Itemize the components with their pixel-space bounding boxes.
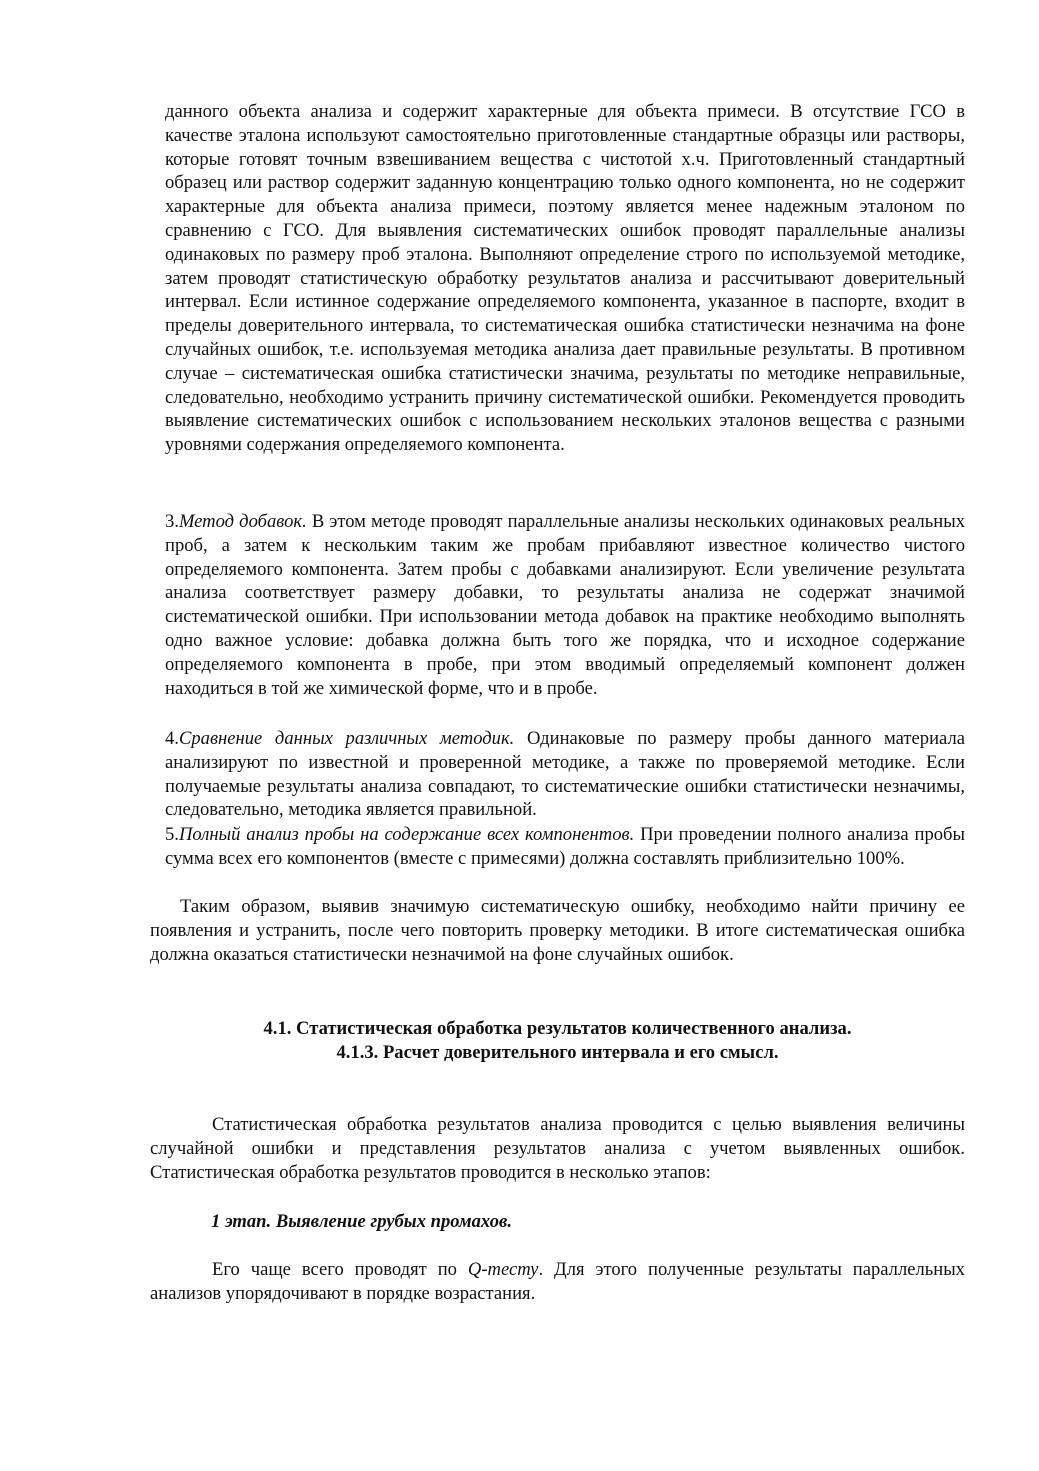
item-title: Полный анализ пробы на содержание всех компонентов. (178, 824, 635, 845)
item-number: 3. (165, 511, 179, 532)
item-title: Метод добавок. (178, 511, 307, 532)
paragraph-full-analysis (165, 823, 965, 871)
item-text: При проведении полного анализа пробы сумма всех его компонентов (вместе с примесями) должна составлять приблизительно 100%. (165, 824, 966, 869)
stage-heading: 1 этап. Выявление грубых промахов. (211, 1211, 513, 1232)
item-number: 4. (165, 728, 179, 749)
item-title: Сравнение данных различных методик. (178, 728, 515, 749)
paragraph-method-additions (165, 510, 965, 700)
section-heading: 4.1. Статистическая обработка результатов количественного анализа. (263, 1018, 852, 1039)
subsection-heading: 4.1.3. Расчет доверительного интервала и его смысл. (336, 1042, 779, 1063)
paragraph-method-comparison (165, 727, 965, 822)
item-text: Одинаковые по размеру пробы данного материала анализируют по известной и проверенной методике, а также по проверяемой методике. Если получаемые результаты анализа совпадают, то систематические ошибки статистически незначимы, следовательно, методика является правильной. (165, 728, 965, 821)
paragraph-conclusion: Таким образом, выявив значимую систематическую ошибку, необходимо найти причину ее появления и устранить, после чего повторить проверку методики. В итоге систематическая ошибка должна оказаться статистически незначимой на фоне случайных ошибок. (150, 896, 965, 965)
paragraph-statistical-intro: Статистическая обработка результатов анализа проводится с целью выявления величины случайной ошибки и представления результатов анализа с учетом выявленных ошибок. Статистическая обработка результатов проводится в несколько этапов: (150, 1114, 965, 1183)
q-test-text-end: . Для этого полученные результаты параллельных анализов упорядочивают в порядке возрастания. (150, 1259, 965, 1304)
q-test-text-start: Его чаще всего проводят по (212, 1259, 468, 1280)
item-number: 5. (165, 824, 179, 845)
item-text: В этом методе проводят параллельные анализы нескольких одинаковых реальных проб, а затем к нескольким таким же пробам прибавляют известное количество чистого определяемого компонента. Затем пробы с добавками анализируют. Если увеличение результата анализа соответствует размеру добавки, то результаты анализа не содержат значимой систематической ошибки. При использовании метода добавок на практике необходимо выполнять одно важное условие: добавка должна быть того же порядка, что и исходное содержание определяемого компонента в пробе, при этом вводимый определяемый компонент должен находиться в той же химической форме, что и в пробе. (165, 511, 965, 699)
paragraph-reference-standards: данного объекта анализа и содержит характерные для объекта примеси. В отсутствие ГСО в качестве эталона используют самостоятельно приготовленные стандартные образцы или растворы, которые готовят точным взвешиванием вещества с чистотой х.ч. Приготовленный стандартный образец или раствор содержит заданную концентрацию только одного компонента, но не содержит характерные для объекта анализа примеси, поэтому является менее надежным эталоном по сравнению с ГСО. Для выявления систематических ошибок проводят параллельные анализы одинаковых по размеру проб эталона. Выполняют определение строго по используемой методике, затем проводят статистическую обработку результатов анализа и рассчитывают доверительный интервал. Если истинное содержание определяемого компонента, указанное в паспорте, входит в пределы доверительного интервала, то систематическая ошибка статистически незначима на фоне случайных ошибок, т.е. используемая методика анализа дает правильные результаты. В противном случае – систематическая ошибка статистически значима, результаты по методике неправильные, следовательно, необходимо устранить причину систематической ошибки. Рекомендуется проводить выявление систематических ошибок с использованием нескольких эталонов вещества с разными уровнями содержания определяемого компонента. (165, 101, 965, 456)
paragraph-q-test (150, 1258, 965, 1306)
q-test-term: Q-тесту (467, 1259, 539, 1280)
